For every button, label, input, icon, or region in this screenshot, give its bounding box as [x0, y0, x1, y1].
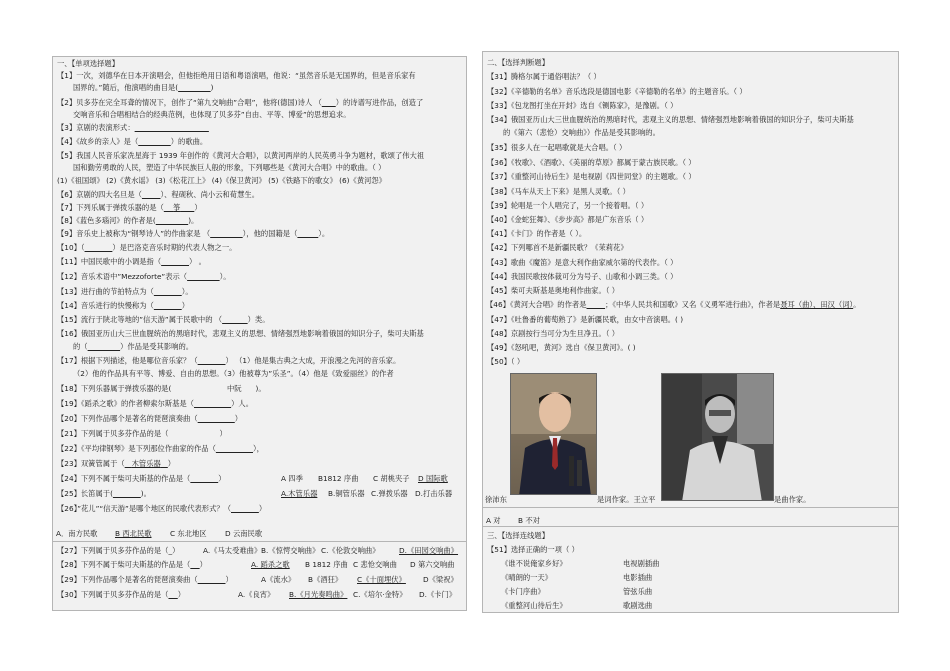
question-41: 【41】《卡门》的作者是（ ）。: [487, 229, 587, 238]
question-16-line2: 的（ ）作品是受其影响的。: [73, 342, 194, 351]
question-45: 【45】柴可夫斯基是奥地利作曲家。（ ）: [487, 286, 620, 295]
question-15: 【15】流行于陕北等地的”信天游”属于民歌中的 （ ）类。: [57, 315, 270, 324]
q50-caption-xu: 徐沛东: [485, 495, 507, 504]
question-42: 【42】下列哪首不是新疆民歌？《茉莉花》: [487, 243, 628, 252]
match-right-2: 电影插曲: [623, 573, 653, 582]
match-left-4: 《重整河山待后生》: [501, 601, 567, 610]
question-1-line1: 【1】一次，刘德华在日本开演唱会，但他拒绝用日语和粤语演唱，他说：“虽然音乐是无国界的，但是音乐家有: [57, 71, 416, 80]
q29-option-c: C《十面埋伏》: [357, 575, 406, 584]
question-5-line1: 【5】我国人民音乐家冼星海于 1939 年创作的《黄河大合唱》，以黄河两岸的人民英勇斗争为题材，歌颂了伟大祖: [57, 151, 425, 160]
question-40: 【40】《金蛇狂舞》、《步步高》都是广东音乐（ ）: [487, 215, 649, 224]
q30-option-a: A.《良宵》: [238, 590, 275, 599]
question-1-line2: 国界的。”随后，他演唱的曲目是( ): [73, 83, 214, 92]
section-header-single-choice: 一、【单项选择题】: [57, 59, 120, 68]
q26-option-b: B 西北民歌: [115, 529, 152, 538]
q24-option-a: A 四季: [281, 474, 303, 483]
single-choice-panel: [52, 56, 467, 611]
question-31: 【31】腾格尔属于通俗唱法？（ ）: [487, 72, 601, 81]
match-left-1: 《谁不说俺家乡好》: [501, 559, 567, 568]
question-4: 【4】《故乡的亲人》是（ ）的歌曲。: [57, 137, 208, 146]
portrait-2-image: [662, 374, 774, 501]
q50-caption-end: 是曲作家。: [774, 495, 811, 504]
question-21: 【21】下列属于贝多芬作品的是（ ）: [57, 429, 227, 438]
question-8: 【8】《蓝色多瑙河》的作者是( )。: [57, 216, 199, 225]
question-14: 【14】音乐进行的快慢称为（ ）: [57, 301, 189, 310]
question-16-line1: 【16】俄国亚历山大三世血腥统治的黑暗时代，悲观主义的思想、情绪强烈地影响着俄国的知识分子，柴可夫斯基: [57, 329, 424, 338]
question-34-line2: 的《第六（悲怆）交响曲》）作品是受其影响的。: [503, 128, 660, 137]
q27-option-b: B.《惊愕交响曲》: [261, 546, 320, 555]
question-27: 【27】下列属于贝多芬作品的是（_）: [57, 546, 180, 555]
q26-option-a: A．南方民歌: [56, 529, 98, 538]
question-51: 【51】选择正确的一项（ ）: [487, 545, 579, 554]
match-right-4: 歌剧选曲: [623, 601, 653, 610]
section-header-matching: 三、【选择连线题】: [487, 531, 550, 540]
question-30: 【30】下列属于贝多芬作品的是（ ）: [57, 590, 186, 599]
single-choice-panel-bottom: [52, 541, 467, 611]
question-11: 【11】中国民歌中的小调是指（ ） 。: [57, 257, 206, 266]
q25-option-b: B.铜管乐器: [328, 489, 365, 498]
question-12: 【12】音乐术语中”Mezzoforte”表示（ ）。: [57, 272, 231, 281]
question-49: 【49】《怒吼吧，黄河》选自《保卫黄河》。( ): [487, 343, 636, 352]
question-17-line1: 【17】根据下列描述，他是哪位音乐家？（ ） （1）他是集古典之大成，开浪漫之先河的音乐家。: [57, 356, 401, 365]
question-36: 【36】《牧歌》、《酒歌》、《美丽的草原》都属于蒙古族民歌。（ ）: [487, 158, 696, 167]
q27-option-a: A.《马太受难曲》: [203, 546, 262, 555]
match-left-3: 《卡门序曲》: [501, 587, 545, 596]
q30-option-b: B.《月光奏鸣曲》: [289, 590, 348, 599]
question-5-line2: 国和勤劳勇敢的人民，塑造了中华民族巨人般的形象，下列哪些是《黄河大合唱》中的歌曲。（ ）: [73, 163, 386, 172]
q50-option-b: B 不对: [518, 516, 540, 525]
question-2-line2: 交响音乐和合唱相结合的经典范例，也体现了贝多芬”自由、平等、博爱”的思想追求。: [73, 110, 351, 119]
question-38: 【38】《马车从天上下来》是黑人灵歌。（ ）: [487, 187, 630, 196]
question-24: 【24】下列不属于柴可夫斯基的作品是（ ）: [57, 474, 226, 483]
question-33: 【33】《包龙图打坐在开封》选自《铡陈家》，是豫剧。（ ）: [487, 101, 678, 110]
question-18: 【18】下列乐器属于弹拨乐器的是( 中阮 )。: [57, 384, 266, 393]
match-right-1: 电视剧插曲: [623, 559, 660, 568]
match-left-2: 《晴朗的一天》: [501, 573, 553, 582]
q50-option-a: A 对: [486, 516, 501, 525]
q26-option-d: D 云南民歌: [225, 529, 263, 538]
q25-option-d: D.打击乐器: [415, 489, 453, 498]
question-23: 【23】双簧管属于（ 木管乐器 ）: [57, 459, 176, 468]
question-17-line2: （2）他的作品具有平等、博爱、自由的思想。（3）他被尊为”乐圣”。（4）他是《致爱丽丝》的作者: [73, 369, 394, 378]
q28-option-d: D 第六交响曲: [410, 560, 455, 569]
q30-option-c: C.《培尔·金特》: [353, 590, 407, 599]
judgement-panel-lower: [482, 313, 899, 508]
q25-option-c: C.弹拨乐器: [371, 489, 408, 498]
q24-option-b: B1812 序曲: [318, 474, 359, 483]
question-48: 【48】京剧按行当可分为生旦净丑。（ ）: [487, 329, 620, 338]
question-7: 【7】下列乐属于弹拨乐器的是（ 筝 ）: [57, 203, 202, 212]
question-20: 【20】下列作品哪个是著名的琵琶演奏曲（ ）: [57, 414, 243, 423]
question-39: 【39】轮唱是一个人唱完了，另一个接着唱。（ ）: [487, 201, 649, 210]
section-header-judgement: 二、【选择判断题】: [487, 58, 550, 67]
q24-option-c: C 胡桃夹子: [373, 474, 410, 483]
portrait-1-image: [511, 374, 597, 495]
question-35: 【35】很多人在一起唱歌就是大合唱。（ ）: [487, 143, 627, 152]
q25-option-a: A.木管乐器: [281, 489, 318, 498]
question-26: 【26】”花儿”“信天游”是哪个地区的民歌代表形式？（ ）: [57, 504, 267, 513]
q29-option-a: A《流水》: [261, 575, 296, 584]
q50-caption-wang: 是词作家。王立平: [597, 495, 656, 504]
q28-option-a: A. 蹈杀之歌: [251, 560, 290, 569]
question-6: 【6】京剧的四大名旦是（ ）、程砚秋、尚小云和荀慧生。: [57, 190, 259, 199]
question-32: 【32】《辛德勒的名单》音乐选段是德国电影《辛德勒的名单》的主题音乐。（ ）: [487, 87, 747, 96]
match-right-3: 管弦乐曲: [623, 587, 653, 596]
question-43: 【43】歌曲《魔笛》是意大利作曲家威尔第的代表作。（ ）: [487, 258, 678, 267]
question-19: 【19】《蹈杀之歌》的作者柳索尔斯基是（ ）人。: [57, 399, 253, 408]
question-47: 【47】《吐鲁番的葡萄熟了》是新疆民歌，由女中音演唱。( ): [487, 315, 684, 324]
question-22: 【22】《平均律钢琴》是下列那位作曲家的作品（ ），: [57, 444, 264, 453]
q26-option-c: C 东北地区: [170, 529, 207, 538]
question-5-options: (1)《祖国颂》 (2)《黄水谣》 (3)《松花江上》 (4)《保卫黄河》 (5)《铁路下的歌女》 (6)《黄河怨》: [57, 176, 387, 185]
q29-option-d: D《梁祝》: [423, 575, 458, 584]
q27-option-d: D.《田园交响曲》: [399, 546, 459, 555]
question-10: 【10】（ ）是巴洛克音乐时期的代表人物之一。: [57, 243, 237, 252]
question-9: 【9】音乐史上被称为“钢琴诗人”的作曲家是 （ ），他的国籍是（ ）。: [57, 229, 330, 238]
question-3: 【3】京剧的表演形式：: [57, 123, 135, 132]
question-25: 【25】长笛属于( )。: [57, 489, 151, 498]
question-44: 【44】我国民歌按体裁可分为号子、山歌和小调三类。（ ）: [487, 272, 678, 281]
question-28: 【28】下列不属于柴可夫斯基的作品是（ ）: [57, 560, 207, 569]
q28-option-c: C 悲怆交响曲: [353, 560, 397, 569]
q28-option-b: B 1812 序曲: [305, 560, 348, 569]
question-13: 【13】进行曲的节拍特点为（ ）。: [57, 287, 193, 296]
q27-option-c: C.《伦敦交响曲》: [321, 546, 380, 555]
q30-option-d: D.《卡门》: [419, 590, 457, 599]
question-46: 【46】《黄河大合唱》的作者是 ；《中华人民共和国歌》又名《义勇军进行曲》，作者是聂耳（曲）、田汉（词）。: [486, 300, 861, 309]
matching-panel: [482, 526, 899, 613]
question-29: 【29】下列作品哪个是著名的琵琶演奏曲（ ）: [57, 575, 233, 584]
composer-photo-wang-liping: [661, 373, 774, 501]
question-37: 【37】《重整河山待后生》是电视剧《四世同堂》的主题歌。（ ）: [487, 172, 696, 181]
question-34-line1: 【34】俄国亚历山大三世血腥统治的黑暗时代，悲观主义的思想、情绪强烈地影响着俄国的知识分子，柴可夫斯基: [487, 115, 854, 124]
q24-option-d: D 国际歌: [418, 474, 448, 483]
question-2-line1: 【2】贝多芬在完全耳聋的情况下，创作了“第九交响曲”合唱”，他将(德国)诗人 （ ）的诗谱写进作品，创造了: [57, 98, 424, 107]
question-50: 【50】（ ）: [487, 357, 525, 366]
q29-option-b: B《酒狂》: [308, 575, 343, 584]
composer-photo-xu-peidong: [510, 373, 597, 495]
